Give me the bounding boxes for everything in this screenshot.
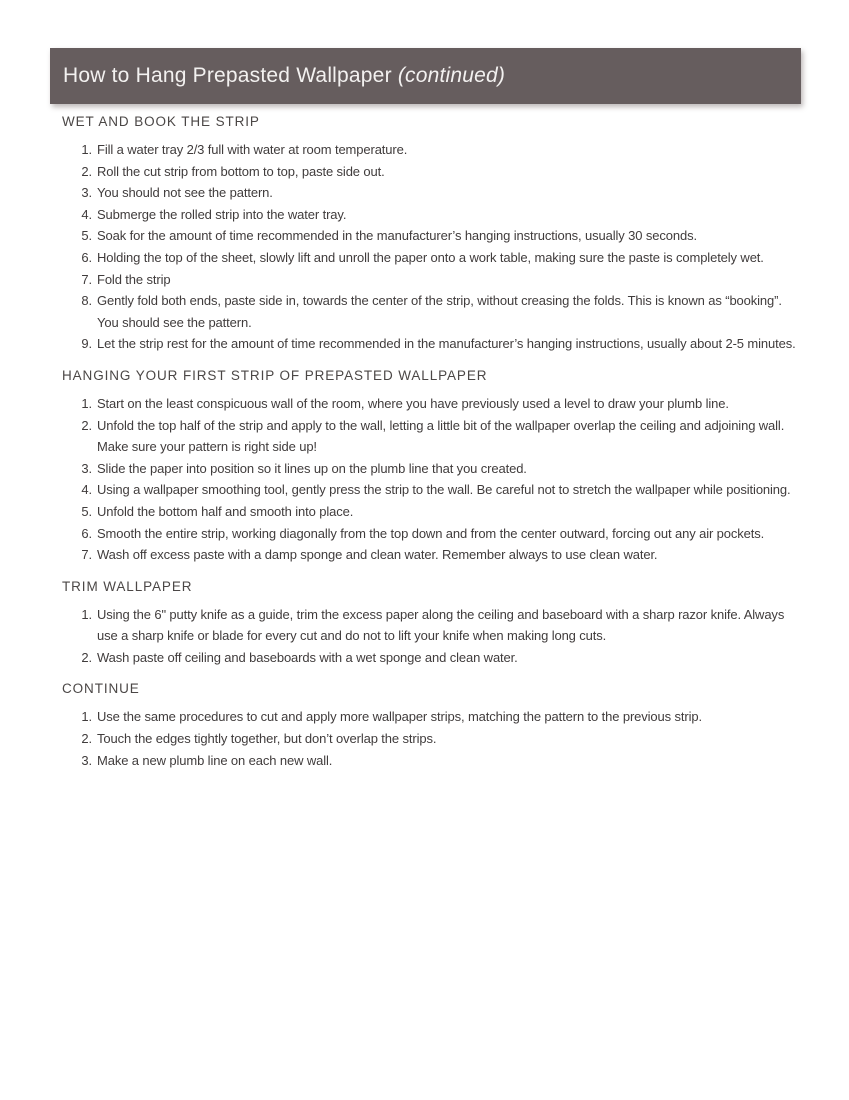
instruction-step xyxy=(77,523,800,545)
step-number: 7. xyxy=(81,547,92,563)
step-text: Wash off excess paste with a damp sponge and clean water. Remember always to use clean water. xyxy=(97,547,658,563)
page-title-continued: (continued) xyxy=(397,64,506,87)
step-text: Start on the least conspicuous wall of the room, where you have previously used a level to draw your plumb line. xyxy=(97,395,729,411)
instruction-step xyxy=(77,479,800,501)
step-text: Fill a water tray 2/3 full with water at room temperature. xyxy=(97,142,408,157)
step-text: Soak for the amount of time recommended in the manufacturer’s hanging instructions, usually 30 seconds. xyxy=(97,228,697,244)
instruction-step xyxy=(77,269,800,291)
instruction-step xyxy=(77,247,800,269)
step-text: Let the strip rest for the amount of time recommended in the manufacturer’s hanging instructions, usually about 2-5 minutes. xyxy=(97,336,796,352)
step-text: Make a new plumb line on each new wall. xyxy=(97,752,333,768)
instruction-step xyxy=(77,728,800,750)
instruction-step xyxy=(77,501,800,523)
step-number: 1. xyxy=(81,142,92,157)
step-text: Fold the strip xyxy=(97,271,171,287)
step-text: Slide the paper into position so it lines up on the plumb line that you created. xyxy=(97,460,527,476)
section-heading: CONTINUE xyxy=(62,681,140,697)
step-number: 5. xyxy=(81,228,92,244)
instruction-step xyxy=(77,393,800,415)
step-text: Touch the edges tightly together, but don’t overlap the strips. xyxy=(97,731,437,747)
instruction-section xyxy=(62,579,800,669)
step-number: 4. xyxy=(81,206,92,222)
instruction-step xyxy=(77,204,800,226)
instruction-step xyxy=(77,544,800,566)
step-number: 5. xyxy=(81,503,92,519)
step-number: 1. xyxy=(81,709,92,725)
step-number: 6. xyxy=(81,249,92,265)
step-number: 7. xyxy=(81,271,92,287)
instruction-step xyxy=(77,604,800,647)
instruction-step xyxy=(77,415,800,458)
step-text: Unfold the bottom half and smooth into place. xyxy=(97,503,354,519)
step-list xyxy=(62,139,800,355)
instruction-step xyxy=(77,750,800,772)
step-text: Wash paste off ceiling and baseboards with a wet sponge and clean water. xyxy=(97,649,518,665)
step-list xyxy=(62,604,800,669)
step-list xyxy=(62,393,800,566)
step-text: Submerge the rolled strip into the water tray. xyxy=(97,206,347,222)
step-number: 2. xyxy=(81,731,92,747)
instruction-step xyxy=(77,290,800,333)
instruction-step xyxy=(77,161,800,183)
instruction-step xyxy=(77,225,800,247)
step-number: 1. xyxy=(81,606,92,622)
page-title-text: How to Hang Prepasted Wallpaper xyxy=(63,64,392,87)
step-number: 8. xyxy=(81,293,92,309)
step-number: 6. xyxy=(81,525,92,541)
step-number: 2. xyxy=(81,649,92,665)
step-number: 2. xyxy=(81,417,92,433)
section-heading: HANGING YOUR FIRST STRIP OF PREPASTED WALLPAPER xyxy=(62,367,488,383)
step-text: Using a wallpaper smoothing tool, gently press the strip to the wall. Be careful not to stretch the wallpaper while positioning. xyxy=(97,482,791,498)
instruction-section xyxy=(62,368,800,566)
step-text: Unfold the top half of the strip and apply to the wall, letting a little bit of the wallpaper overlap the ceiling and adjoining wall. Make sure your pattern is right side up! xyxy=(97,417,785,455)
step-text: Using the 6" putty knife as a guide, trim the excess paper along the ceiling and baseboard with a sharp razor knife. Always use a sharp knife or blade for every cut and do not to lift your knife when making long cuts. xyxy=(97,606,785,644)
instruction-step xyxy=(77,333,800,355)
step-number: 1. xyxy=(81,395,92,411)
step-text: Gently fold both ends, paste side in, towards the center of the strip, without creasing the folds. This is known as “booking”. You should see the pattern. xyxy=(97,293,782,330)
step-number: 4. xyxy=(81,482,92,498)
instruction-step xyxy=(77,139,800,161)
step-number: 3. xyxy=(81,460,92,476)
step-number: 3. xyxy=(81,185,92,201)
instruction-step xyxy=(77,647,800,669)
instruction-step xyxy=(77,706,800,728)
step-text: Use the same procedures to cut and apply more wallpaper strips, matching the pattern to the previous strip. xyxy=(97,709,702,725)
step-text: Roll the cut strip from bottom to top, paste side out. xyxy=(97,163,385,179)
title-bar xyxy=(50,48,801,104)
step-text: Smooth the entire strip, working diagonally from the top down and from the center outward, forcing out any air pockets. xyxy=(97,525,765,541)
section-heading: WET AND BOOK THE STRIP xyxy=(62,114,260,129)
step-number: 9. xyxy=(81,336,92,352)
step-list xyxy=(62,706,800,771)
instructions-body xyxy=(62,114,800,784)
instruction-step xyxy=(77,458,800,480)
instruction-section xyxy=(62,681,800,771)
step-number: 3. xyxy=(81,752,92,768)
step-text: You should not see the pattern. xyxy=(97,185,273,201)
step-text: Holding the top of the sheet, slowly lift and unroll the paper onto a work table, making sure the paste is completely wet. xyxy=(97,249,764,265)
step-number: 2. xyxy=(81,163,92,179)
page-title xyxy=(63,64,505,88)
instruction-step xyxy=(77,182,800,204)
instruction-section xyxy=(62,114,800,355)
section-heading: TRIM WALLPAPER xyxy=(62,578,193,594)
